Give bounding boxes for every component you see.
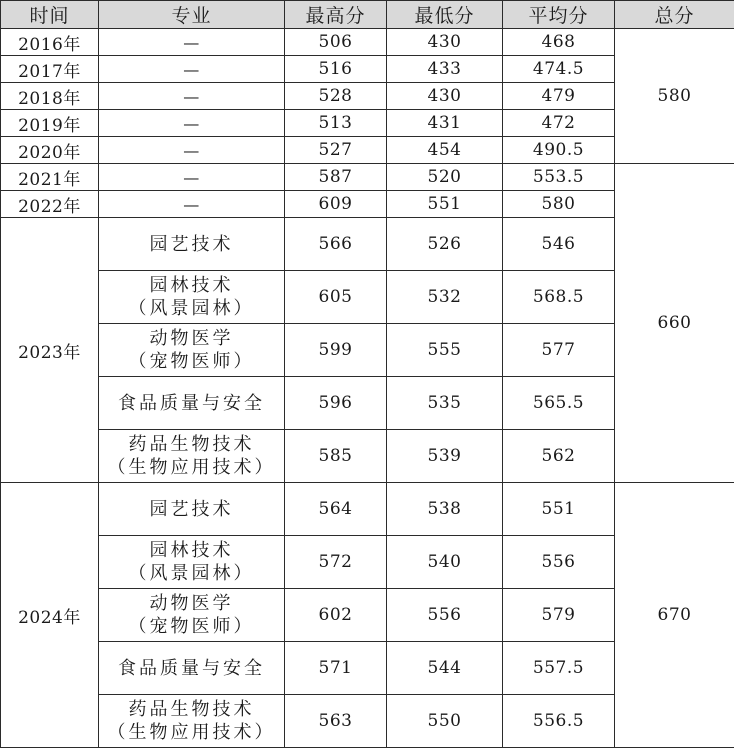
major-name: 园艺技术 <box>99 498 284 521</box>
min-score-cell: 555 <box>387 324 503 377</box>
max-score-cell: 506 <box>285 29 387 56</box>
major-cell <box>99 536 285 589</box>
min-score-cell: 540 <box>387 536 503 589</box>
min-score-cell: 454 <box>387 137 503 164</box>
max-score-cell: 528 <box>285 83 387 110</box>
max-score-cell: 609 <box>285 191 387 218</box>
min-score-cell: 526 <box>387 218 503 271</box>
avg-score-cell: 579 <box>503 589 615 642</box>
major-cell <box>99 695 285 748</box>
total-score-cell: 580 <box>615 29 734 164</box>
min-score-cell: 551 <box>387 191 503 218</box>
min-score-cell: 430 <box>387 29 503 56</box>
major-subname: （生物应用技术） <box>99 456 284 479</box>
header-min-score: 最低分 <box>387 1 503 29</box>
avg-score-cell: 562 <box>503 430 615 483</box>
header-max-score: 最高分 <box>285 1 387 29</box>
year-cell: 2021年 <box>1 164 99 191</box>
header-year: 时间 <box>1 1 99 29</box>
major-name: 园林技术 <box>99 274 284 297</box>
major-cell: — <box>99 83 285 110</box>
total-score-cell: 660 <box>615 164 734 483</box>
major-subname: （风景园林） <box>99 297 284 320</box>
avg-score-cell: 557.5 <box>503 642 615 695</box>
major-name: 食品质量与安全 <box>99 657 284 680</box>
major-cell: — <box>99 164 285 191</box>
year-cell: 2020年 <box>1 137 99 164</box>
year-cell: 2022年 <box>1 191 99 218</box>
year-cell: 2023年 <box>1 218 99 483</box>
table-row <box>1 164 734 191</box>
major-name: 动物医学 <box>99 592 284 615</box>
major-cell <box>99 218 285 271</box>
min-score-cell: 538 <box>387 483 503 536</box>
major-name: 药品生物技术 <box>99 433 284 456</box>
major-subname: （宠物医师） <box>99 350 284 373</box>
major-cell <box>99 483 285 536</box>
year-cell: 2017年 <box>1 56 99 83</box>
avg-score-cell: 565.5 <box>503 377 615 430</box>
avg-score-cell: 490.5 <box>503 137 615 164</box>
avg-score-cell: 468 <box>503 29 615 56</box>
table-row <box>1 483 734 536</box>
major-name: 药品生物技术 <box>99 698 284 721</box>
min-score-cell: 433 <box>387 56 503 83</box>
total-score-cell: 670 <box>615 483 734 748</box>
max-score-cell: 602 <box>285 589 387 642</box>
max-score-cell: 513 <box>285 110 387 137</box>
major-name: 动物医学 <box>99 327 284 350</box>
avg-score-cell: 551 <box>503 483 615 536</box>
max-score-cell: 599 <box>285 324 387 377</box>
major-name: 食品质量与安全 <box>99 392 284 415</box>
max-score-cell: 564 <box>285 483 387 536</box>
max-score-cell: 585 <box>285 430 387 483</box>
min-score-cell: 532 <box>387 271 503 324</box>
min-score-cell: 550 <box>387 695 503 748</box>
avg-score-cell: 474.5 <box>503 56 615 83</box>
year-cell: 2018年 <box>1 83 99 110</box>
avg-score-cell: 479 <box>503 83 615 110</box>
max-score-cell: 566 <box>285 218 387 271</box>
avg-score-cell: 553.5 <box>503 164 615 191</box>
max-score-cell: 572 <box>285 536 387 589</box>
major-subname: （宠物医师） <box>99 615 284 638</box>
max-score-cell: 596 <box>285 377 387 430</box>
year-cell: 2024年 <box>1 483 99 748</box>
avg-score-cell: 546 <box>503 218 615 271</box>
year-cell: 2016年 <box>1 29 99 56</box>
avg-score-cell: 472 <box>503 110 615 137</box>
max-score-cell: 571 <box>285 642 387 695</box>
year-cell: 2019年 <box>1 110 99 137</box>
header-avg-score: 平均分 <box>503 1 615 29</box>
major-cell <box>99 642 285 695</box>
max-score-cell: 587 <box>285 164 387 191</box>
major-name: 园林技术 <box>99 539 284 562</box>
avg-score-cell: 556.5 <box>503 695 615 748</box>
header-total-score: 总分 <box>615 1 734 29</box>
avg-score-cell: 577 <box>503 324 615 377</box>
major-cell: — <box>99 56 285 83</box>
avg-score-cell: 568.5 <box>503 271 615 324</box>
major-cell: — <box>99 29 285 56</box>
major-cell: — <box>99 137 285 164</box>
min-score-cell: 520 <box>387 164 503 191</box>
min-score-cell: 539 <box>387 430 503 483</box>
max-score-cell: 605 <box>285 271 387 324</box>
max-score-cell: 516 <box>285 56 387 83</box>
major-cell <box>99 324 285 377</box>
min-score-cell: 535 <box>387 377 503 430</box>
major-name: 园艺技术 <box>99 233 284 256</box>
min-score-cell: 544 <box>387 642 503 695</box>
major-cell: — <box>99 191 285 218</box>
header-row <box>1 1 734 29</box>
max-score-cell: 527 <box>285 137 387 164</box>
major-cell <box>99 430 285 483</box>
min-score-cell: 556 <box>387 589 503 642</box>
avg-score-cell: 556 <box>503 536 615 589</box>
header-major: 专业 <box>99 1 285 29</box>
major-cell <box>99 589 285 642</box>
major-subname: （风景园林） <box>99 562 284 585</box>
min-score-cell: 431 <box>387 110 503 137</box>
min-score-cell: 430 <box>387 83 503 110</box>
table-row <box>1 29 734 56</box>
major-cell <box>99 377 285 430</box>
avg-score-cell: 580 <box>503 191 615 218</box>
major-cell <box>99 271 285 324</box>
max-score-cell: 563 <box>285 695 387 748</box>
major-subname: （生物应用技术） <box>99 721 284 744</box>
major-cell: — <box>99 110 285 137</box>
